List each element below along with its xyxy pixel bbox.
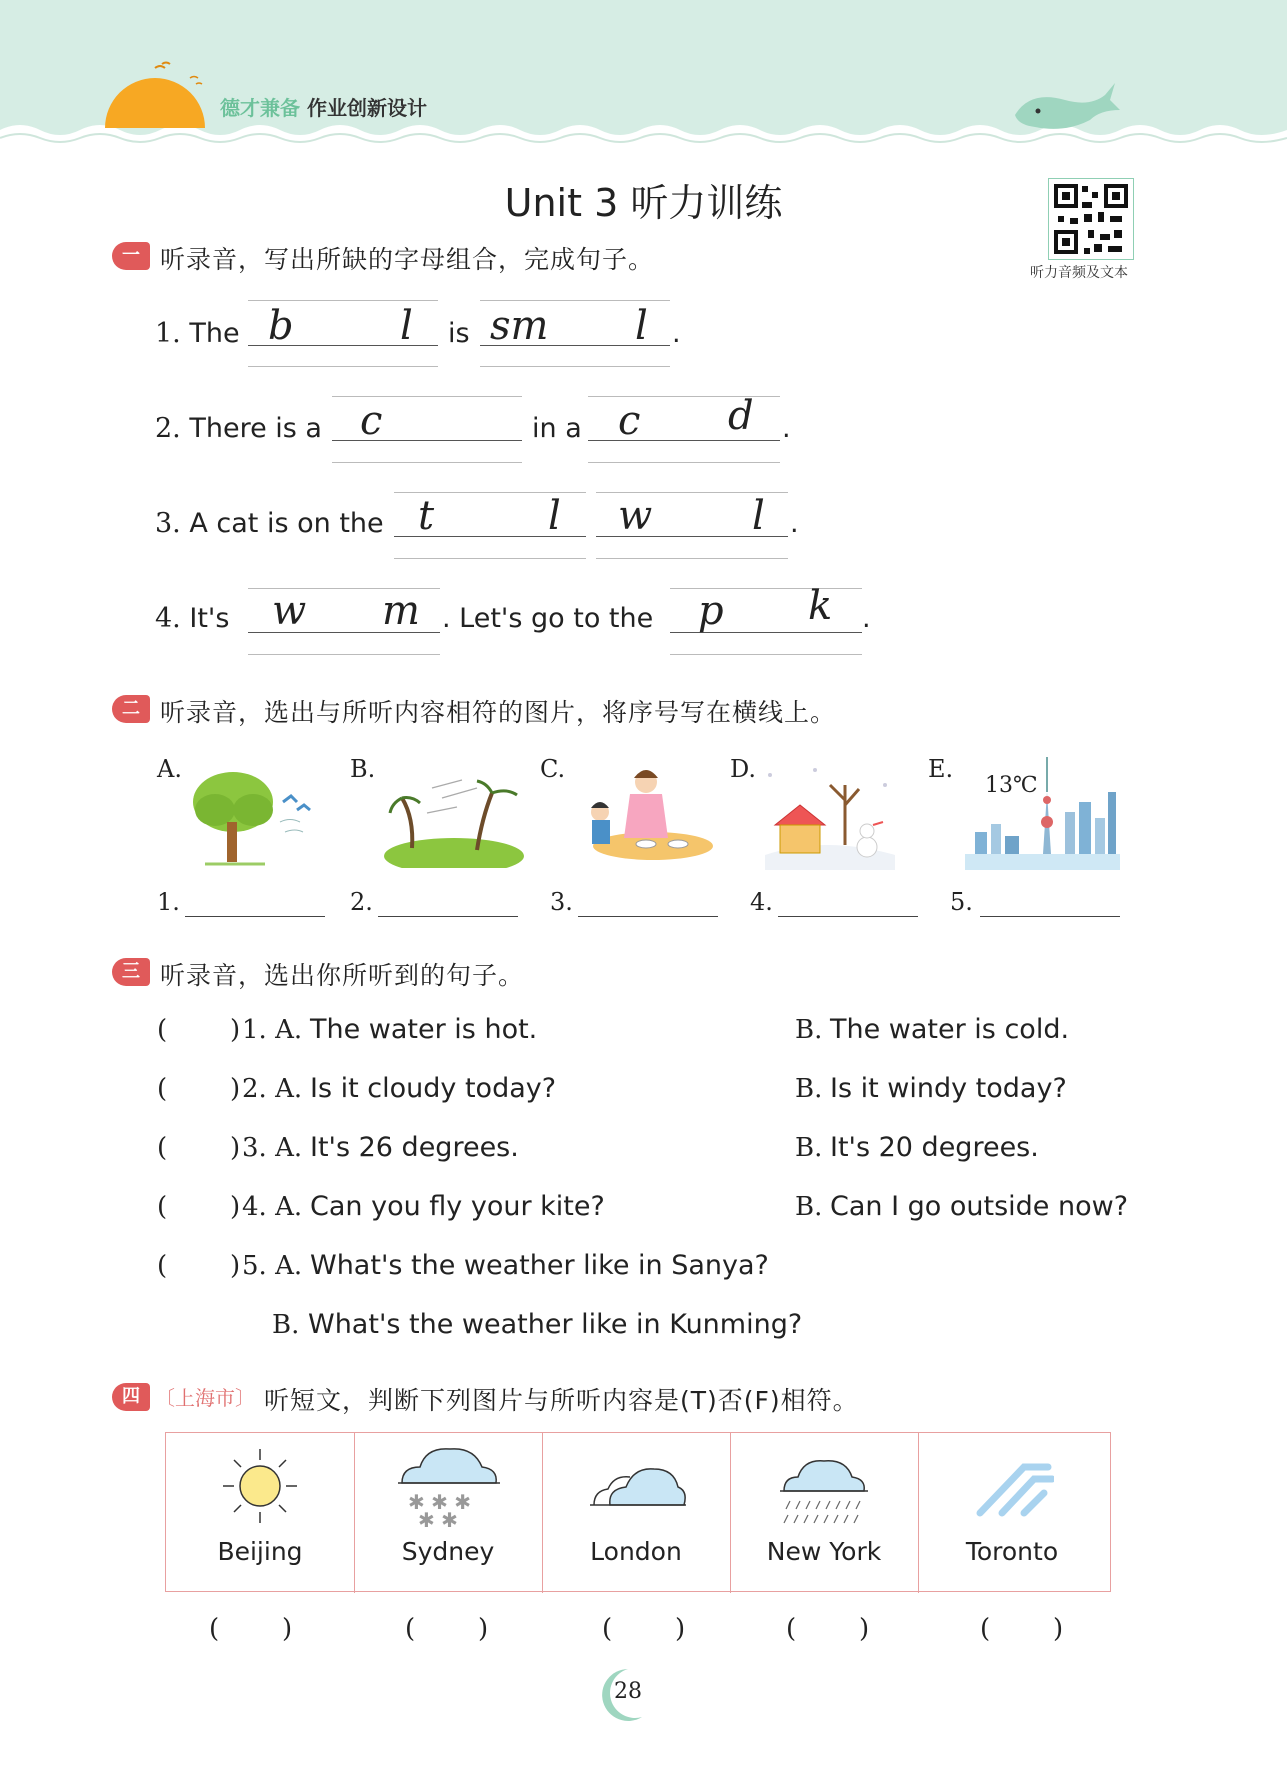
s1-item2-hand2b: d xyxy=(728,393,754,439)
qr-code-icon[interactable] xyxy=(1048,178,1134,260)
q4-paren-open[interactable]: ( xyxy=(157,1192,168,1222)
q4-num: 4. A. xyxy=(242,1192,303,1222)
s1-item1-hand2a: sm xyxy=(490,303,549,349)
city-answer-3-open[interactable]: ( xyxy=(602,1614,613,1644)
guide-line xyxy=(596,558,788,559)
guide-line xyxy=(248,654,440,655)
q2-num: 2. A. xyxy=(242,1074,303,1104)
q5-num: 5. A. xyxy=(242,1251,303,1281)
q1-paren-close: ) xyxy=(230,1015,241,1045)
city-cell-toronto xyxy=(918,1433,1108,1593)
q4-option-a: Can you fly your kite? xyxy=(310,1191,605,1222)
guide-line xyxy=(394,558,586,559)
q5-paren-open[interactable]: ( xyxy=(157,1251,168,1281)
city-answer-5-open[interactable]: ( xyxy=(980,1614,991,1644)
city-cell-london xyxy=(542,1433,731,1593)
section1-badge: 一 xyxy=(112,242,150,270)
city-answer-4-open[interactable]: ( xyxy=(786,1614,797,1644)
picture-b-windy-trees[interactable] xyxy=(382,768,527,868)
sun-icon xyxy=(100,60,210,130)
city-answer-2-close: ) xyxy=(478,1614,489,1644)
q4-paren-close: ) xyxy=(230,1192,241,1222)
q4-option-b: Can I go outside now? xyxy=(830,1191,1129,1222)
section3-badge: 三 xyxy=(112,958,150,986)
q5-option-a: What's the weather like in Sanya? xyxy=(310,1250,769,1281)
city-name-beijing: Beijing xyxy=(217,1537,303,1566)
s1-item1-hand1a: b xyxy=(268,303,294,349)
q1-option-b: The water is cold. xyxy=(830,1014,1070,1045)
rainy-icon xyxy=(776,1449,872,1529)
city-table xyxy=(165,1432,1111,1592)
picture-label-b: B. xyxy=(350,755,376,783)
s1-item4-hand2a: p xyxy=(698,588,724,634)
city-answer-1-close: ) xyxy=(282,1614,293,1644)
brand-title xyxy=(220,92,427,121)
city-answer-2-open[interactable]: ( xyxy=(405,1614,416,1644)
answer-label-5: 5. xyxy=(950,888,973,916)
section4-region: 〔上海市〕 xyxy=(155,1386,255,1410)
q2-b-label: B. xyxy=(795,1074,823,1104)
q5-option-b: What's the weather like in Kunming? xyxy=(308,1309,803,1340)
guide-line xyxy=(480,366,670,367)
city-cell-newyork xyxy=(730,1433,919,1593)
qr-label: 听力音频及文本 xyxy=(1030,265,1128,281)
section3-instruction: 听录音，选出你所听到的句子。 xyxy=(160,961,525,990)
q1-b-label: B. xyxy=(795,1015,823,1045)
city-cell-sydney xyxy=(354,1433,543,1593)
city-answer-1-open[interactable]: ( xyxy=(209,1614,220,1644)
s1-item2-hand1a: c xyxy=(360,398,383,444)
snow-icon xyxy=(394,1441,504,1531)
s1-item4-mid: . Let's go to the xyxy=(442,603,654,634)
brand-dark: 作业创新设计 xyxy=(306,96,427,120)
answer-line-2[interactable] xyxy=(378,914,518,917)
s1-item3-hand1b: l xyxy=(548,493,561,539)
guide-line xyxy=(480,300,670,301)
s1-item3-pre: A cat is on the xyxy=(189,508,384,539)
q3-option-b: It's 20 degrees. xyxy=(830,1132,1039,1163)
city-answer-4-close: ) xyxy=(859,1614,870,1644)
s1-item1-num: 1. xyxy=(155,318,181,349)
answer-line-1[interactable] xyxy=(185,914,325,917)
page-title: Unit 3 听力训练 xyxy=(504,181,783,225)
q3-b-label: B. xyxy=(795,1133,823,1163)
s1-item2-mid: in a xyxy=(532,413,582,444)
city-answer-5-close: ) xyxy=(1053,1614,1064,1644)
page-number: 28 xyxy=(614,1679,642,1704)
s1-item2-end: . xyxy=(782,413,791,444)
q2-option-b: Is it windy today? xyxy=(830,1073,1067,1104)
picture-c-mother-child[interactable] xyxy=(578,760,713,870)
whale-icon xyxy=(1010,75,1120,135)
answer-line-4[interactable] xyxy=(778,914,918,917)
section1-instruction: 听录音，写出所缺的字母组合，完成句子。 xyxy=(160,245,655,274)
s1-item2-pre: There is a xyxy=(189,413,322,444)
city-cell-beijing xyxy=(166,1433,355,1593)
city-name-london: London xyxy=(590,1537,682,1566)
section2-badge: 二 xyxy=(112,695,150,723)
svg-text:✱ ✱ ✱: ✱ ✱ ✱ xyxy=(408,1490,471,1514)
sun-icon xyxy=(219,1445,301,1527)
s1-item2-num: 2. xyxy=(155,413,181,444)
q3-paren-close: ) xyxy=(230,1133,241,1163)
s1-item3-num: 3. xyxy=(155,508,181,539)
section4-instruction: 听短文，判断下列图片与所听内容是(T)否(F)相符。 xyxy=(264,1386,859,1415)
q5-b-label: B. xyxy=(272,1310,300,1340)
s1-item4-num: 4. xyxy=(155,603,181,634)
picture-label-a: A. xyxy=(157,755,182,783)
s1-item1-hand2b: l xyxy=(635,303,648,349)
q1-option-a: The water is hot. xyxy=(310,1014,538,1045)
q2-option-a: Is it cloudy today? xyxy=(310,1073,557,1104)
s1-item1-pre: The xyxy=(189,318,240,349)
guide-line xyxy=(588,462,780,463)
q5-paren-close: ) xyxy=(230,1251,241,1281)
s1-item2 xyxy=(155,413,322,444)
section4-badge: 四 xyxy=(112,1383,150,1411)
section2-instruction: 听录音，选出与所听内容相符的图片，将序号写在横线上。 xyxy=(160,698,837,727)
picture-label-e: E. xyxy=(928,755,954,783)
city-name-newyork: New York xyxy=(766,1537,882,1566)
answer-label-1: 1. xyxy=(157,888,180,916)
answer-label-3: 3. xyxy=(550,888,573,916)
cloudy-icon xyxy=(588,1453,688,1523)
q1-paren-open[interactable]: ( xyxy=(157,1015,168,1045)
picture-a-tree-birds[interactable] xyxy=(185,762,325,870)
q3-option-a: It's 26 degrees. xyxy=(310,1132,519,1163)
guide-line xyxy=(332,462,522,463)
q1-num: 1. A. xyxy=(242,1015,303,1045)
city-name-toronto: Toronto xyxy=(965,1537,1059,1566)
picture-e-skyline[interactable] xyxy=(965,752,1120,870)
s1-item2-hand2a: c xyxy=(618,398,641,444)
answer-line-5[interactable] xyxy=(980,914,1120,917)
q3-paren-open[interactable]: ( xyxy=(157,1133,168,1163)
picture-e-temp: 13℃ xyxy=(985,773,1038,798)
s1-item4-hand2b: k xyxy=(808,583,833,629)
s1-item3 xyxy=(155,508,384,539)
guide-line xyxy=(248,300,438,301)
s1-item2-blank2[interactable] xyxy=(588,440,780,441)
picture-label-c: C. xyxy=(540,755,566,783)
s1-item4-end: . xyxy=(862,603,871,634)
s1-item1-mid: is xyxy=(448,318,470,349)
s1-item1-hand1b: l xyxy=(400,303,413,349)
s1-item1-end: . xyxy=(672,318,681,349)
city-answer-3-close: ) xyxy=(675,1614,686,1644)
brand-green: 德才兼备 xyxy=(220,96,300,120)
q2-paren-open[interactable]: ( xyxy=(157,1074,168,1104)
answer-label-4: 4. xyxy=(750,888,773,916)
q2-paren-close: ) xyxy=(230,1074,241,1104)
s1-item4-hand1a: w xyxy=(272,588,307,634)
s1-item3-hand2b: l xyxy=(752,493,765,539)
q3-num: 3. A. xyxy=(242,1133,303,1163)
picture-d-snowy-house[interactable] xyxy=(755,755,900,870)
s1-item3-end: . xyxy=(790,508,799,539)
svg-text:✱ ✱: ✱ ✱ xyxy=(418,1508,458,1531)
s1-item4-hand1b: m xyxy=(382,588,420,634)
s1-item1 xyxy=(155,318,240,349)
s1-item3-hand1a: t xyxy=(418,493,435,539)
s1-item3-hand2a: w xyxy=(618,493,653,539)
guide-line xyxy=(670,654,862,655)
s1-item4-pre: It's xyxy=(189,603,230,634)
picture-label-d: D. xyxy=(730,755,757,783)
windy-icon xyxy=(974,1453,1054,1523)
city-name-sydney: Sydney xyxy=(401,1537,495,1566)
s1-item4 xyxy=(155,603,229,634)
q4-b-label: B. xyxy=(795,1192,823,1222)
answer-line-3[interactable] xyxy=(578,914,718,917)
answer-label-2: 2. xyxy=(350,888,373,916)
guide-line xyxy=(332,396,522,397)
guide-line xyxy=(248,366,438,367)
